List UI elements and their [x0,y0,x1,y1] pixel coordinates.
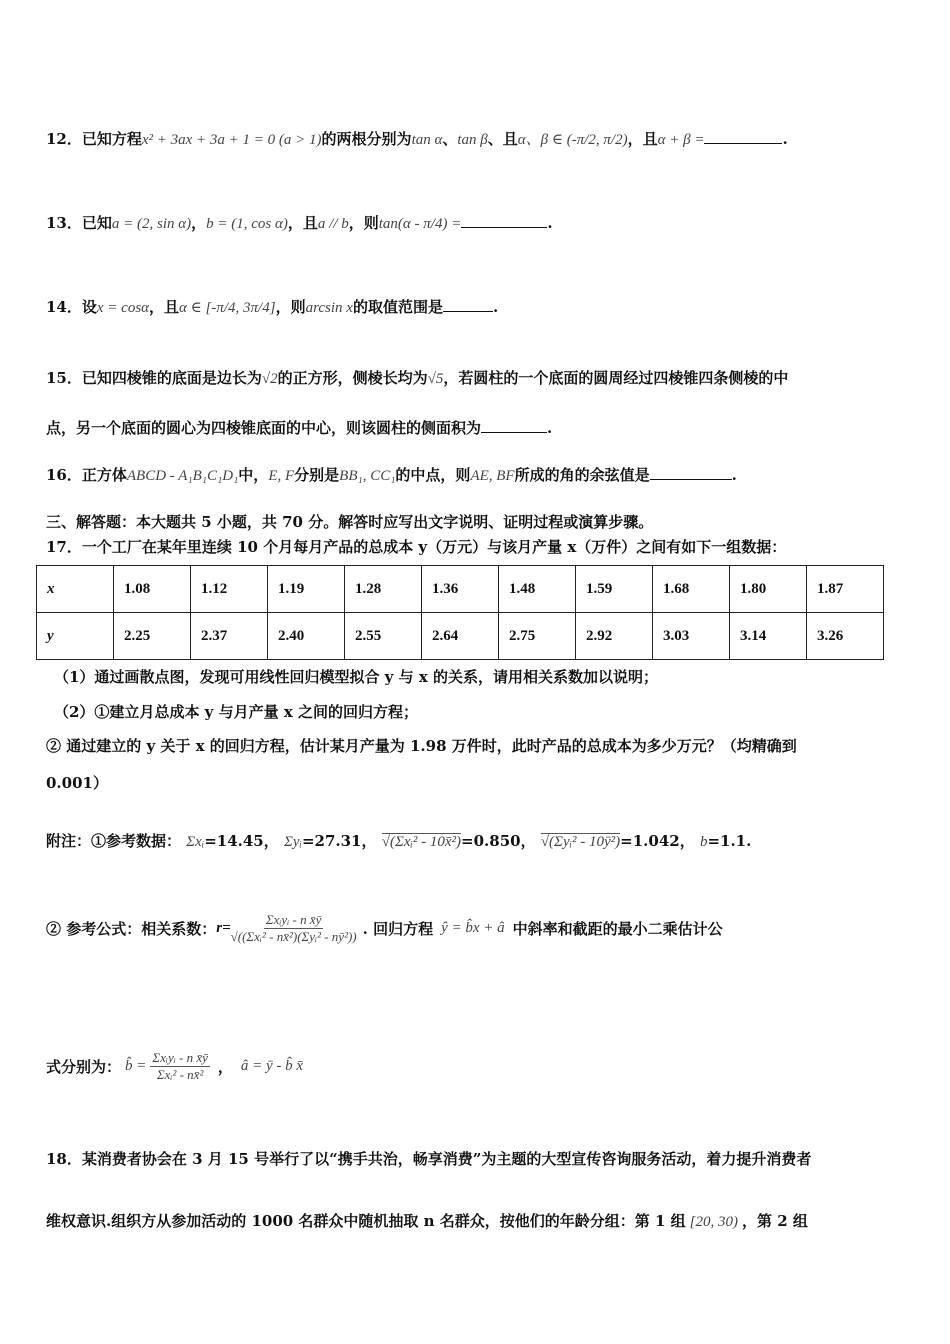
question-17-intro: 17．一个工厂在某年里连续 10 个月每月产品的总成本 y（万元）与该月产量 x（万件）之间有如下一组数据： [46,538,787,556]
table-cell: 2.40 [268,613,345,660]
sqrt-y: √(Σyᵢ² - 10ȳ²) [540,834,621,850]
slope-formula: $\frac{\text{Σxᵢyᵢ - n x̄ȳ}}{\text{Σxᵢ² - nx̄²}}$ [152,1050,208,1082]
question-18-line2: 维权意识.组织方从参加活动的 1000 名群众中随机抽取 n 名群众，按他们的年龄分组：第 1 组 [20, 30) ，第 2 组 [46,1212,808,1230]
table-cell: 3.03 [653,613,730,660]
table-cell: 1.68 [653,566,730,613]
table-cell: 1.80 [730,566,807,613]
question-17-part1: （1）通过画散点图，发现可用线性回归模型拟合 y 与 x 的关系，请用相关系数加以说明； [54,668,658,686]
table-cell: 1.19 [268,566,345,613]
reference-data: 附注：①参考数据： Σxᵢ=14.45， Σyᵢ=27.31， √(Σxᵢ² - 10x̄²)=0.850， √(Σyᵢ² - 10ȳ²)=1.042， b=1.1. [46,832,752,850]
table-cell: 1.48 [499,566,576,613]
intercept-formula: â = ȳ - b̂ x̄ [240,1058,304,1074]
question-14: 14．设x = cosα，且α ∈ [-π/4, 3π/4]，则arcsin x的取值范围是 . [46,298,499,316]
table-header-y: y [37,613,114,660]
table-row [37,566,884,613]
question-17-part2: （2）①建立月总成本 y 与月产量 x 之间的回归方程； [54,703,418,721]
sum-y: Σyᵢ [283,834,302,850]
table-cell: 1.12 [191,566,268,613]
table-cell: 3.26 [807,613,884,660]
regression-equation: ŷ = b̂x + â [441,920,505,936]
table-header-x: x [37,566,114,613]
table-cell: 1.36 [422,566,499,613]
table-cell: 1.59 [576,566,653,613]
slope-b: b [699,834,708,850]
table-cell: 2.55 [345,613,422,660]
sqrt-x: √(Σxᵢ² - 10x̄²) [381,834,462,850]
table-cell: 1.87 [807,566,884,613]
question-15-line1: 15．已知四棱锥的底面是边长为√2的正方形，侧棱长均为√5，若圆柱的一个底面的圆周经过四棱锥四条侧棱的中 [46,369,789,387]
question-13: 13．已知a = (2, sin α)，b = (1, cos α)，且a // b，则tan(α - π/4) = . [46,214,553,232]
table-cell: 3.14 [730,613,807,660]
formula-line: ② 参考公式：相关系数： r= $\frac{\text{Σxᵢyᵢ - n x̄ȳ}}{\text{√((Σxᵢ² - nx̄²)(Σyᵢ² - nȳ²))}}$ . 回归方程 ŷ = b̂x + â 中斜率和截距的最小二乘估计公 [46,912,723,944]
question-16: 16．正方体ABCD - A₁B₁C₁D₁中，E, F分别是BB₁, CC₁的中点，则AE, BF所成的角的余弦值是 . [46,466,737,484]
table-cell: 1.08 [114,566,191,613]
table-cell: 2.64 [422,613,499,660]
section-heading: 三、解答题：本大题共 5 小题，共 70 分。解答时应写出文字说明、证明过程或演算步骤。 [46,513,654,531]
table-row [37,613,884,660]
question-12: 12．已知方程x² + 3ax + 3a + 1 = 0 (a > 1)的两根分别为tan α、tan β、且α、β ∈ (-π/2, π/2)，且α + β = . [46,130,788,148]
formula-line-2: 式分别为： b̂ = $\frac{\text{Σxᵢyᵢ - n x̄ȳ}}{\text{Σxᵢ² - nx̄²}}$ ， â = ȳ - b̂ x̄ [46,1050,304,1082]
sum-x: Σxᵢ [186,834,205,850]
correlation-formula: $\frac{\text{Σxᵢyᵢ - n x̄ȳ}}{\text{√((Σxᵢ² - nx̄²)(Σyᵢ² - nȳ²))}}$ [230,912,357,944]
table-cell: 1.28 [345,566,422,613]
table-cell: 2.92 [576,613,653,660]
question-15-line2: 点，另一个底面的圆心为四棱锥底面的中心，则该圆柱的侧面积为 . [46,419,553,437]
table-cell: 2.37 [191,613,268,660]
question-17-part2-sub-cont: 0.001） [46,774,108,792]
question-17-part2-sub: ② 通过建立的 y 关于 x 的回归方程，估计某月产量为 1.98 万件时，此时产品的总成本为多少万元？（均精确到 [46,737,797,755]
table-cell: 2.25 [114,613,191,660]
question-18-line1: 18．某消费者协会在 3 月 15 号举行了以“携手共治，畅享消费”为主题的大型宣传咨询服务活动，着力提升消费者 [46,1150,812,1168]
table-cell: 2.75 [499,613,576,660]
data-table [36,565,884,660]
